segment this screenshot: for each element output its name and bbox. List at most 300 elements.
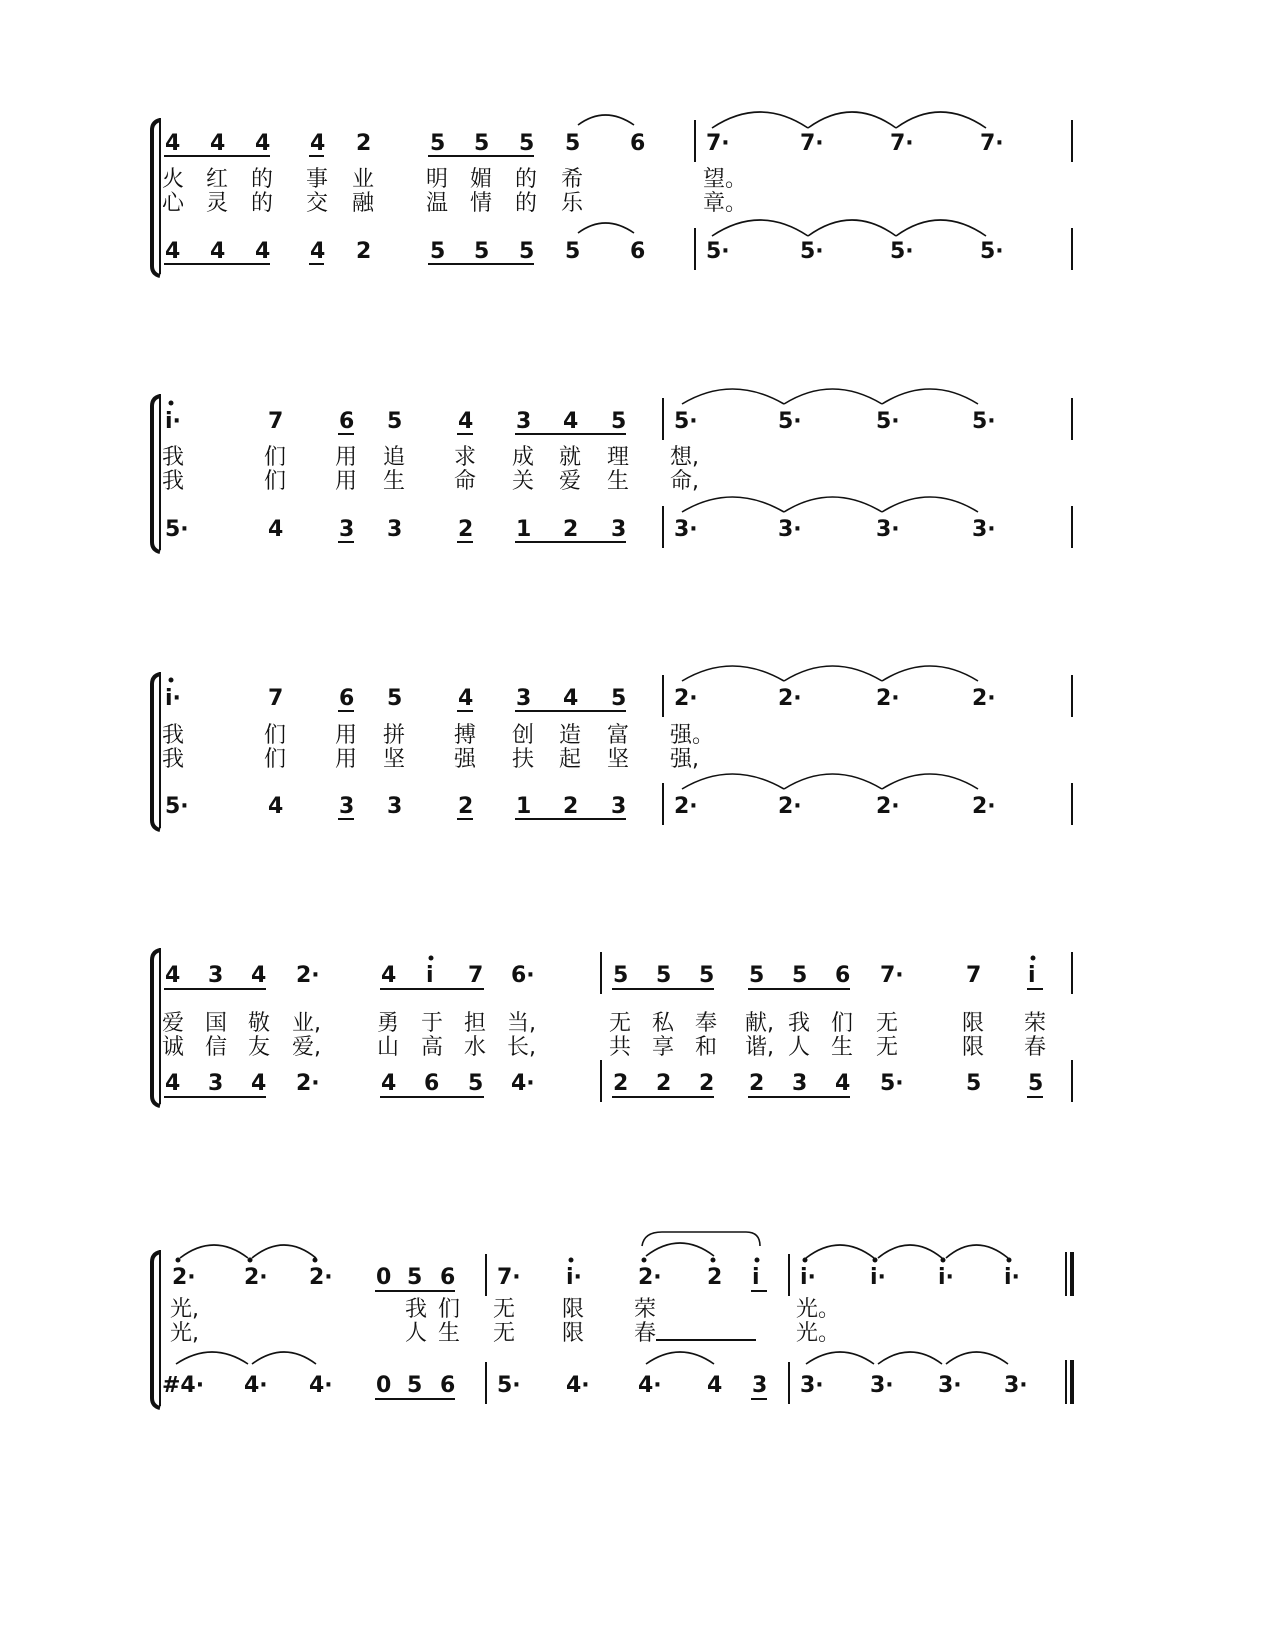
lyric: 交 (306, 191, 329, 216)
lyric: 光。 (796, 1321, 841, 1346)
note: 3 (208, 963, 224, 988)
note: 4 (255, 131, 271, 156)
note: 3· (870, 1373, 894, 1398)
note: 4 (251, 963, 267, 988)
lyric: 创 (512, 723, 535, 748)
note: 2 (458, 517, 474, 542)
lyric: 爱 (162, 1011, 185, 1036)
note: 3 (208, 1071, 224, 1096)
note: 3· (778, 517, 802, 542)
tie (896, 112, 986, 128)
lyric: 理 (607, 445, 630, 470)
lyric: 求 (454, 445, 477, 470)
note: 6 (630, 239, 646, 264)
tie (808, 112, 896, 128)
lyrics (170, 1297, 840, 1346)
note: i· (566, 1265, 582, 1290)
tie (712, 220, 808, 236)
tie (878, 1352, 942, 1364)
tie (784, 497, 882, 512)
lyric: 望。 (703, 167, 748, 192)
lower-part (162, 1352, 1028, 1399)
lyric: 们 (438, 1297, 461, 1322)
slur (578, 115, 634, 125)
note: 4 (381, 1071, 397, 1096)
note: 0 (376, 1265, 392, 1290)
lyric: 关 (512, 469, 535, 494)
slur (646, 1243, 714, 1256)
lyric: 造 (559, 723, 582, 748)
note: 5 (792, 963, 808, 988)
lyric: 坚 (607, 747, 630, 772)
note: 6 (835, 963, 851, 988)
lyric: 火 (162, 167, 185, 192)
high-octave-dot (429, 956, 434, 961)
lyric: 强 (454, 747, 477, 772)
note: 4 (268, 517, 284, 542)
note: 4· (244, 1373, 268, 1398)
system-2 (152, 389, 1072, 552)
note: 3· (674, 517, 698, 542)
lyric: 友 (248, 1035, 271, 1060)
note: 5· (880, 1071, 904, 1096)
note: 2· (876, 686, 900, 711)
note: 4 (165, 131, 181, 156)
note: 1 (516, 517, 532, 542)
note: 4 (210, 239, 226, 264)
lyrics (162, 1011, 1046, 1060)
note: 5 (430, 239, 446, 264)
lyric: 坚 (383, 747, 406, 772)
note: 4· (566, 1373, 590, 1398)
tie (808, 220, 896, 236)
lyric: 生 (438, 1321, 461, 1346)
note: 3 (516, 409, 532, 434)
note: 5 (387, 686, 403, 711)
lyric: 想, (670, 445, 699, 470)
tie (896, 220, 986, 236)
lyric: 融 (352, 191, 375, 216)
lower-part (165, 497, 996, 542)
tie (252, 1245, 316, 1258)
note: 2 (356, 131, 372, 156)
tie (180, 1245, 248, 1258)
note: 5 (611, 686, 627, 711)
note: 4 (165, 1071, 181, 1096)
note: 4 (251, 1071, 267, 1096)
lyric: 山 (377, 1035, 400, 1060)
note: 2 (699, 1071, 715, 1096)
note: 2· (309, 1265, 333, 1290)
note: i· (938, 1265, 954, 1290)
note: 2· (244, 1265, 268, 1290)
note: 3· (972, 517, 996, 542)
lyric: 高 (421, 1035, 444, 1060)
lyric: 生 (831, 1035, 854, 1060)
lyric: 们 (264, 445, 287, 470)
note: 6 (440, 1373, 456, 1398)
note: 7· (980, 131, 1004, 156)
lyric: 荣 (634, 1297, 657, 1322)
lyric: 命, (670, 469, 699, 494)
note: 4 (268, 794, 284, 819)
note: 5 (468, 1071, 484, 1096)
note: 2· (296, 1071, 320, 1096)
system-5 (152, 1232, 1072, 1408)
note: 2· (674, 794, 698, 819)
tie (682, 774, 784, 789)
lyric: 勇 (377, 1011, 400, 1036)
note: 2 (458, 794, 474, 819)
note: 4 (458, 686, 474, 711)
lyric: 灵 (206, 191, 229, 216)
note: 3 (792, 1071, 808, 1096)
lyric: 爱, (292, 1035, 321, 1060)
system-3 (152, 666, 1072, 830)
lyric: 的 (515, 167, 538, 192)
slur (642, 1232, 760, 1246)
note: 5· (165, 517, 189, 542)
note: 7· (706, 131, 730, 156)
upper-part (164, 956, 1043, 990)
lyric: 敬 (248, 1011, 271, 1036)
note: 3 (611, 794, 627, 819)
lyric: 水 (464, 1035, 487, 1060)
tie (882, 389, 978, 404)
note: i· (165, 686, 181, 711)
staccato-dot (248, 1258, 253, 1263)
lyric: 成 (512, 445, 535, 470)
lyric: 光, (170, 1297, 199, 1322)
staccato-dot (642, 1258, 647, 1263)
note: i (1028, 963, 1036, 988)
note: 7· (890, 131, 914, 156)
tie (946, 1245, 1008, 1258)
note: 6 (440, 1265, 456, 1290)
note: 4 (310, 239, 326, 264)
tie (806, 1245, 874, 1258)
note: 4 (381, 963, 397, 988)
lyric: 心 (162, 191, 185, 216)
note: 5 (565, 131, 581, 156)
note: 6· (511, 963, 535, 988)
lyric: 媚 (470, 167, 493, 192)
lyric: 的 (515, 191, 538, 216)
system-bracket (152, 950, 160, 1106)
lyric: 献, (745, 1011, 774, 1036)
tie (682, 497, 784, 512)
lyric: 无 (493, 1321, 516, 1346)
lyric: 奉 (695, 1011, 718, 1036)
lyric: 私 (652, 1011, 675, 1036)
note: 4 (255, 239, 271, 264)
note: 5· (706, 239, 730, 264)
lyric: 搏 (454, 723, 477, 748)
note: 5 (407, 1265, 423, 1290)
lyric: 业 (352, 167, 375, 192)
note: i· (165, 409, 181, 434)
tie (882, 666, 978, 681)
note: 3 (339, 794, 355, 819)
lyric: 国 (205, 1011, 228, 1036)
note: 5 (519, 131, 535, 156)
lyric: 人 (788, 1035, 811, 1060)
note: 2 (563, 517, 579, 542)
note: 3 (752, 1373, 768, 1398)
high-octave-dot (169, 401, 174, 406)
lyric: 扶 (512, 747, 535, 772)
lyric: 业, (292, 1011, 321, 1036)
tie (784, 389, 882, 404)
upper-part (172, 1232, 1020, 1291)
note: 6 (339, 409, 355, 434)
note: 4 (563, 409, 579, 434)
note: 4 (563, 686, 579, 711)
note: 6 (424, 1071, 440, 1096)
lyric: 限 (562, 1321, 585, 1346)
lyric: 命 (454, 469, 477, 494)
lyric: 强。 (670, 723, 715, 748)
lower-part (164, 220, 1004, 264)
tie (784, 774, 882, 789)
note: 5 (474, 131, 490, 156)
note: i· (800, 1265, 816, 1290)
note: 5· (972, 409, 996, 434)
lyric: 用 (335, 445, 358, 470)
lyric: 享 (652, 1035, 675, 1060)
lyric: 无 (876, 1011, 899, 1036)
note: 5· (674, 409, 698, 434)
note: 3 (387, 517, 403, 542)
note: 5 (1028, 1071, 1044, 1096)
lower-part (164, 1071, 1043, 1097)
note: 4 (165, 239, 181, 264)
lyric: 情 (470, 191, 493, 216)
lyric: 信 (205, 1035, 228, 1060)
note: 2 (563, 794, 579, 819)
note: i· (1004, 1265, 1020, 1290)
lyric: 我 (162, 445, 185, 470)
lyric: 们 (264, 747, 287, 772)
lyric: 就 (559, 445, 582, 470)
system-1 (152, 112, 1072, 276)
note: i (426, 963, 434, 988)
note: 2· (296, 963, 320, 988)
note: 2 (613, 1071, 629, 1096)
note: 3· (1004, 1373, 1028, 1398)
lyric: 谐, (745, 1035, 774, 1060)
system-bracket (152, 1252, 160, 1408)
lyric: 无 (493, 1297, 516, 1322)
note: 4· (638, 1373, 662, 1398)
note: 5 (565, 239, 581, 264)
note: 4 (835, 1071, 851, 1096)
lyric: 担 (464, 1011, 487, 1036)
tie (882, 774, 978, 789)
lyric: 共 (609, 1035, 632, 1060)
note: 5 (611, 409, 627, 434)
lyric: 强, (670, 747, 699, 772)
note: 5 (387, 409, 403, 434)
note: 6 (630, 131, 646, 156)
note: 2 (656, 1071, 672, 1096)
note: 0 (376, 1373, 392, 1398)
lyric: 的 (251, 167, 274, 192)
lyric: 用 (335, 723, 358, 748)
note: 2· (172, 1265, 196, 1290)
lyric: 用 (335, 747, 358, 772)
lyric: 人 (405, 1321, 428, 1346)
lyric: 无 (876, 1035, 899, 1060)
lyric: 我 (162, 723, 185, 748)
note: 3· (876, 517, 900, 542)
note: 4 (707, 1373, 723, 1398)
lyric: 我 (162, 747, 185, 772)
lyric: 希 (561, 167, 584, 192)
lyrics (162, 167, 747, 216)
upper-part (165, 389, 996, 434)
note: 5 (430, 131, 446, 156)
staccato-dot (711, 1258, 716, 1263)
lyric: 起 (559, 747, 582, 772)
note: 7· (800, 131, 824, 156)
note: 7· (497, 1265, 521, 1290)
lyric: 当, (507, 1011, 536, 1036)
lyric: 限 (962, 1035, 985, 1060)
note: 2· (778, 686, 802, 711)
lyric: 生 (607, 469, 630, 494)
note: 5 (474, 239, 490, 264)
lyric: 拼 (383, 723, 406, 748)
note: 1 (516, 794, 532, 819)
upper-part (164, 112, 1004, 156)
lyric: 温 (426, 191, 449, 216)
high-octave-dot (755, 1258, 760, 1263)
note: 5· (165, 794, 189, 819)
note: 2 (356, 239, 372, 264)
lyric: 无 (609, 1011, 632, 1036)
note: 4 (458, 409, 474, 434)
note: 6 (339, 686, 355, 711)
note: 5 (656, 963, 672, 988)
tie (784, 666, 882, 681)
note: 5 (749, 963, 765, 988)
note: 3· (938, 1373, 962, 1398)
note: 3 (339, 517, 355, 542)
lyric: 事 (306, 167, 329, 192)
note: 2· (638, 1265, 662, 1290)
tie (806, 1352, 874, 1364)
note: 4 (165, 963, 181, 988)
lyric: 和 (695, 1035, 718, 1060)
lyric: 我 (405, 1297, 428, 1322)
tie (712, 112, 808, 128)
note: 4· (511, 1071, 535, 1096)
lyric: 诚 (162, 1035, 185, 1060)
tie (878, 1245, 942, 1258)
note: 7 (268, 686, 284, 711)
note: 5 (519, 239, 535, 264)
note: 2· (972, 794, 996, 819)
tie (682, 666, 784, 681)
note: 5 (613, 963, 629, 988)
lyric: 追 (383, 445, 406, 470)
tie (682, 389, 784, 404)
lower-part (165, 774, 996, 819)
lyric: 乐 (561, 191, 584, 216)
lyric: 章。 (703, 191, 748, 216)
note: 2 (707, 1265, 723, 1290)
lyric: 光。 (796, 1297, 841, 1322)
note: 2· (876, 794, 900, 819)
note: 7· (880, 963, 904, 988)
note: 5 (966, 1071, 982, 1096)
note: i (752, 1265, 760, 1290)
note: 3 (611, 517, 627, 542)
lyric: 长, (507, 1035, 536, 1060)
lyric: 荣 (1024, 1011, 1047, 1036)
tie (946, 1352, 1008, 1364)
note: 2· (972, 686, 996, 711)
note: 3· (800, 1373, 824, 1398)
high-octave-dot (569, 1258, 574, 1263)
lyric: 限 (562, 1297, 585, 1322)
upper-part (165, 666, 996, 711)
tie (252, 1352, 316, 1364)
note: 7 (468, 963, 484, 988)
system-bracket (152, 674, 160, 830)
lyric: 们 (264, 723, 287, 748)
note: 2· (778, 794, 802, 819)
lyric: 用 (335, 469, 358, 494)
note: 5· (497, 1373, 521, 1398)
high-octave-dot (1031, 956, 1036, 961)
system-4 (152, 948, 1072, 1106)
note: 5 (407, 1373, 423, 1398)
lyric: 我 (162, 469, 185, 494)
lyric: 生 (383, 469, 406, 494)
lyrics (162, 723, 714, 772)
lyric: 的 (251, 191, 274, 216)
note: 4· (309, 1373, 333, 1398)
note: 2· (674, 686, 698, 711)
lyric: 光, (170, 1321, 199, 1346)
lyric: 于 (421, 1011, 444, 1036)
tie (176, 1352, 248, 1364)
lyric: 爱 (559, 469, 582, 494)
lyric: 春 (634, 1321, 657, 1346)
note: 5· (800, 239, 824, 264)
staccato-dot (313, 1258, 318, 1263)
lyric: 们 (831, 1011, 854, 1036)
note: 5· (778, 409, 802, 434)
lyric: 我 (788, 1011, 811, 1036)
note: 4 (310, 131, 326, 156)
lyric: 红 (206, 167, 229, 192)
note: 3 (387, 794, 403, 819)
lyrics (162, 445, 699, 494)
note: 5· (980, 239, 1004, 264)
lyric: 明 (426, 167, 449, 192)
note: #4· (162, 1373, 205, 1398)
note: 5· (876, 409, 900, 434)
note: 3 (516, 686, 532, 711)
system-bracket (152, 396, 160, 552)
slur (578, 223, 634, 233)
note: i· (870, 1265, 886, 1290)
note: 4 (210, 131, 226, 156)
slur (646, 1352, 714, 1364)
